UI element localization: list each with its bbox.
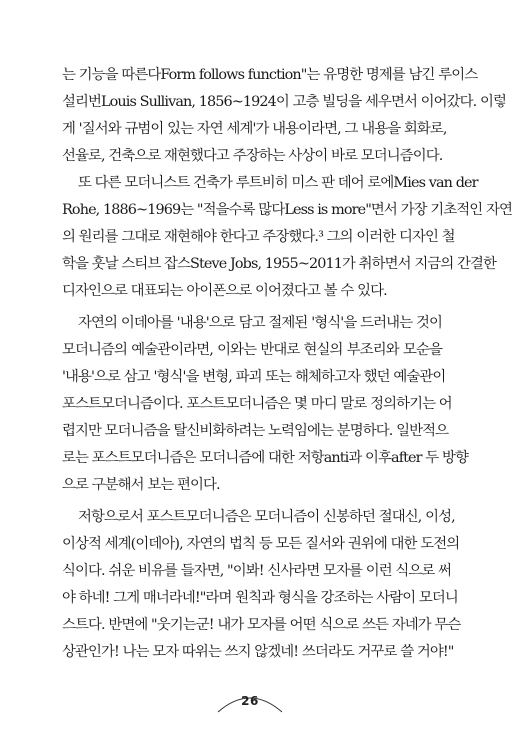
text-line: 는 기능을 따른다Form follows function"는 유명한 명제를 남긴 루이스: [62, 67, 478, 83]
text-line: 설리번Louis Sullivan, 1856~1924이 고층 빌딩을 세우면서 이어갔다. 이렇: [62, 94, 506, 110]
body-text: [62, 62, 512, 666]
paragraph: [62, 310, 468, 499]
text-line: 의 원리를 그대로 재현해야 한다고 주장했다.³ 그의 이러한 디자인 철: [62, 229, 455, 245]
text-line: 스트다. 반면에 "웃기는군! 내가 모자를 어떤 식으로 쓰든 자네가 무슨: [62, 617, 461, 633]
text-line: 자연의 이데아를 '내용'으로 담고 절제된 '형식'을 드러내는 것이: [78, 315, 442, 331]
text-line: 으로 구분해서 보는 편이다.: [62, 477, 220, 493]
text-line: 학을 훗날 스티브 잡스Steve Jobs, 1955~2011가 취하면서 지금의 간결한: [62, 256, 497, 272]
text-line: Rohe, 1886~1969는 "적을수록 많다Less is more"면서 가장 기초적인 자연: [62, 202, 512, 218]
page-number-badge: [200, 682, 300, 716]
paragraph: [62, 62, 506, 170]
text-line: 또 다른 모더니스트 건축가 루트비히 미스 판 데어 로에Mies van der: [78, 175, 478, 191]
paragraph: [62, 170, 512, 305]
text-line: 저항으로서 포스트모더니즘은 모더니즘이 신봉하던 절대신, 이성,: [78, 509, 455, 525]
text-line: 포스트모더니즘이다. 포스트모더니즘은 몇 마디 말로 정의하기는 어: [62, 396, 452, 412]
text-line: 디자인으로 대표되는 아이폰으로 이어졌다고 볼 수 있다.: [62, 283, 387, 299]
paragraph: [62, 504, 461, 666]
text-line: 모더니즘의 예술관이라면, 이와는 반대로 현실의 부조리와 모순을: [62, 342, 442, 358]
text-line: 상관인가! 나는 모자 따위는 쓰지 않겠네! 쓰더라도 거꾸로 쓸 거야!": [62, 644, 454, 660]
page-number: 26: [241, 694, 259, 708]
text-line: 선율로, 건축으로 재현했다고 주장하는 사상이 바로 모더니즘이다.: [62, 148, 443, 164]
text-line: '내용'으로 삼고 '형식'을 변형, 파괴 또는 해체하고자 했던 예술관이: [62, 369, 446, 385]
text-line: 이상적 세계(이데아), 자연의 법칙 등 모든 질서와 권위에 대한 도전의: [62, 536, 460, 552]
text-line: 식이다. 쉬운 비유를 들자면, "이봐! 신사라면 모자를 이런 식으로 써: [62, 563, 452, 579]
text-line: 렵지만 모더니즘을 탈신비화하려는 노력임에는 분명하다. 일반적으: [62, 423, 449, 439]
text-line: 야 하네! 그게 매너라네!"라며 원칙과 형식을 강조하는 사람이 모더니: [62, 590, 458, 606]
text-line: 게 '질서와 규범이 있는 자연 세계'가 내용이라면, 그 내용을 회화로,: [62, 121, 447, 137]
text-line: 로는 포스트모더니즘은 모더니즘에 대한 저항anti과 이후after 두 방향: [62, 450, 468, 466]
